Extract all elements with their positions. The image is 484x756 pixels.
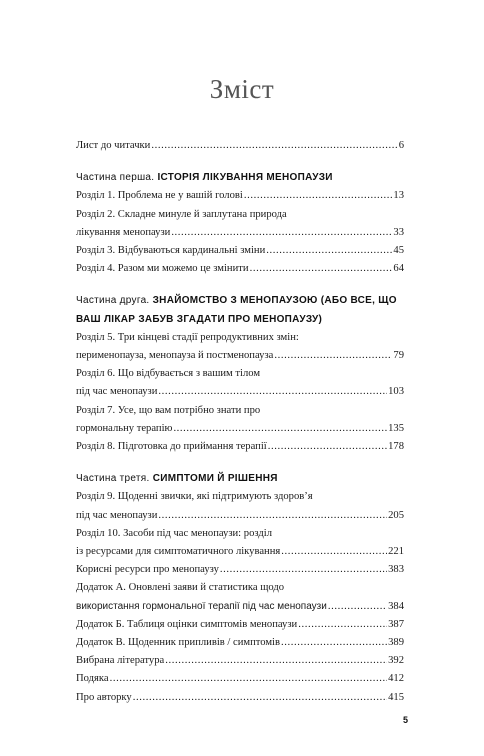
toc-entry[interactable] xyxy=(76,652,404,670)
toc-leader-dots xyxy=(244,187,393,205)
toc-part xyxy=(76,169,404,278)
toc-entry[interactable] xyxy=(76,670,404,688)
toc-parts xyxy=(76,169,404,561)
toc-entry-text: Розділ 7. Усе, що вам потрібно знати про xyxy=(76,404,261,416)
toc-entry-text: Про авторку xyxy=(76,691,132,703)
table-of-contents xyxy=(76,137,404,707)
toc-entry-text: гормональну терапію xyxy=(76,422,173,434)
part-label: Частина третя. xyxy=(76,473,150,485)
toc-entry[interactable] xyxy=(76,137,404,155)
toc-entry-row xyxy=(76,616,404,634)
toc-entry-page: 64 xyxy=(393,263,404,275)
toc-entry-text: Розділ 4. Разом ми можемо це змінити xyxy=(76,263,249,275)
toc-entry-text: Розділ 5. Три кінцеві стадії репродуктивних змін: xyxy=(76,331,299,343)
toc-entry-row xyxy=(76,383,404,401)
toc-entry-page: 221 xyxy=(388,546,404,558)
toc-part xyxy=(76,292,404,456)
toc-entry-page: 178 xyxy=(388,441,404,453)
toc-leader-dots xyxy=(328,598,387,616)
toc-entry-text: лікування менопаузи xyxy=(76,226,171,238)
toc-entry-row xyxy=(76,670,404,688)
toc-entry[interactable] xyxy=(76,689,404,707)
toc-entry-row xyxy=(76,598,404,616)
toc-entry[interactable] xyxy=(76,438,404,456)
toc-entry-text: Розділ 2. Складне минуле й заплутана природа xyxy=(76,208,287,220)
toc-entry-row xyxy=(76,507,404,525)
toc-leader-dots xyxy=(281,543,387,561)
page-title: Зміст xyxy=(209,74,275,104)
toc-leader-dots xyxy=(171,224,392,242)
toc-entry-text: Додаток Б. Таблиця оцінки симптомів менопаузи xyxy=(76,618,298,630)
toc-entry[interactable] xyxy=(76,206,404,242)
toc-entry-page: 412 xyxy=(388,673,404,685)
toc-entry-page: 135 xyxy=(388,422,404,434)
toc-entry-row xyxy=(76,561,404,579)
toc-entry[interactable] xyxy=(76,579,404,615)
toc-entry-text: Розділ 8. Підготовка до приймання терапії xyxy=(76,441,267,453)
toc-entry[interactable] xyxy=(76,329,404,365)
toc-entry-text: Вибрана література xyxy=(76,655,165,667)
toc-entry-text: використання гормональної терапії під час менопаузи xyxy=(76,600,327,612)
toc-entry-page: 79 xyxy=(393,350,404,362)
toc-entry-page: 13 xyxy=(393,190,404,202)
toc-entry-page: 6 xyxy=(398,140,404,151)
toc-leader-dots xyxy=(281,634,387,652)
toc-entry-text: Розділ 1. Проблема не у вашій голові xyxy=(76,190,243,202)
toc-entry-text: Додаток А. Оновлені заяви й статистика щодо xyxy=(76,582,285,594)
toc-entry[interactable] xyxy=(76,616,404,634)
toc-entry-page: 389 xyxy=(388,637,404,649)
part-heading xyxy=(76,292,404,328)
toc-entry-text: під час менопаузи xyxy=(76,386,158,398)
toc-entry[interactable] xyxy=(76,260,404,278)
toc-entry-page: 387 xyxy=(388,618,404,630)
toc-entry[interactable] xyxy=(76,242,404,260)
toc-leader-dots xyxy=(250,260,393,278)
part-heading xyxy=(76,169,404,187)
toc-entry-text: Розділ 9. Щоденні звички, які підтримують здоров’я xyxy=(76,491,313,503)
toc-leader-dots xyxy=(165,652,387,670)
toc-entry-text: під час менопаузи xyxy=(76,509,158,521)
part-label: Частина друга. xyxy=(76,295,150,307)
toc-entry[interactable] xyxy=(76,525,404,561)
toc-entry-text: Розділ 10. Засоби під час менопаузи: розділ xyxy=(76,527,272,539)
toc-entry[interactable] xyxy=(76,365,404,401)
toc-entry-text: із ресурсами для симптоматичного лікування xyxy=(76,546,281,558)
part-title: ЗНАЙОМСТВО З МЕНОПАУЗОЮ (АБО ВСЕ, ЩО ВАШ ЛІКАР ЗАБУВ ЗГАДАТИ ПРО МЕНОПАУЗУ) xyxy=(76,295,397,325)
toc-entry[interactable] xyxy=(76,402,404,438)
toc-entry[interactable] xyxy=(76,187,404,205)
toc-entry[interactable] xyxy=(76,488,404,524)
toc-entry-page: 33 xyxy=(393,226,404,238)
toc-entry-page: 383 xyxy=(388,564,404,576)
toc-entry-row xyxy=(76,420,404,438)
part-label: Частина перша. xyxy=(76,172,155,184)
part-heading xyxy=(76,470,404,488)
part-title: ІСТОРІЯ ЛІКУВАННЯ МЕНОПАУЗИ xyxy=(157,172,333,184)
toc-entry-row xyxy=(76,224,404,242)
toc-entry-page: 103 xyxy=(388,386,404,398)
toc-leader-dots xyxy=(158,507,387,525)
toc-entry-text: Розділ 6. Що відбувається з вашим тілом xyxy=(76,368,261,380)
toc-entry-row xyxy=(76,438,404,456)
toc-entry-page: 205 xyxy=(388,509,404,521)
toc-entry[interactable] xyxy=(76,634,404,652)
toc-entry-row xyxy=(76,652,404,670)
toc-entry-row xyxy=(76,689,404,707)
toc-leader-dots xyxy=(274,347,392,365)
toc-leader-dots xyxy=(133,689,387,707)
toc-entry-row xyxy=(76,543,404,561)
toc-entry-page: 392 xyxy=(388,655,404,667)
toc-leader-dots xyxy=(298,616,387,634)
toc-back-matter xyxy=(76,561,404,707)
toc-entry-text: перименопауза, менопауза й постменопауза xyxy=(76,350,274,362)
toc-leader-dots xyxy=(110,670,388,688)
toc-entry-text: Розділ 3. Відбуваються кардинальні зміни xyxy=(76,245,266,257)
toc-leader-dots xyxy=(266,242,392,260)
toc-leader-dots xyxy=(268,438,387,456)
toc-entry-text: Додаток В. Щоденник припливів / симптомів xyxy=(76,637,280,649)
part-title: СИМПТОМИ Й РІШЕННЯ xyxy=(152,473,278,485)
toc-entry[interactable] xyxy=(76,561,404,579)
toc-entry-row xyxy=(76,634,404,652)
toc-entry-page: 415 xyxy=(388,691,404,703)
toc-leader-dots xyxy=(158,383,387,401)
toc-part xyxy=(76,470,404,561)
toc-entry-text: Корисні ресурси про менопаузу xyxy=(76,564,219,576)
toc-entry-text: Подяка xyxy=(76,673,109,685)
toc-leader-dots xyxy=(220,561,387,579)
toc-leader-dots xyxy=(151,137,397,155)
toc-entry-row xyxy=(76,242,404,260)
toc-intro xyxy=(76,137,404,155)
toc-entry-text: Лист до читачки xyxy=(76,140,151,151)
toc-entry-page: 384 xyxy=(388,600,404,612)
toc-entry-page: 45 xyxy=(393,245,404,257)
page-number: 5 xyxy=(402,715,408,725)
toc-entry-row xyxy=(76,187,404,205)
toc-entry-row xyxy=(76,260,404,278)
toc-entry-row xyxy=(76,347,404,365)
toc-leader-dots xyxy=(173,420,387,438)
